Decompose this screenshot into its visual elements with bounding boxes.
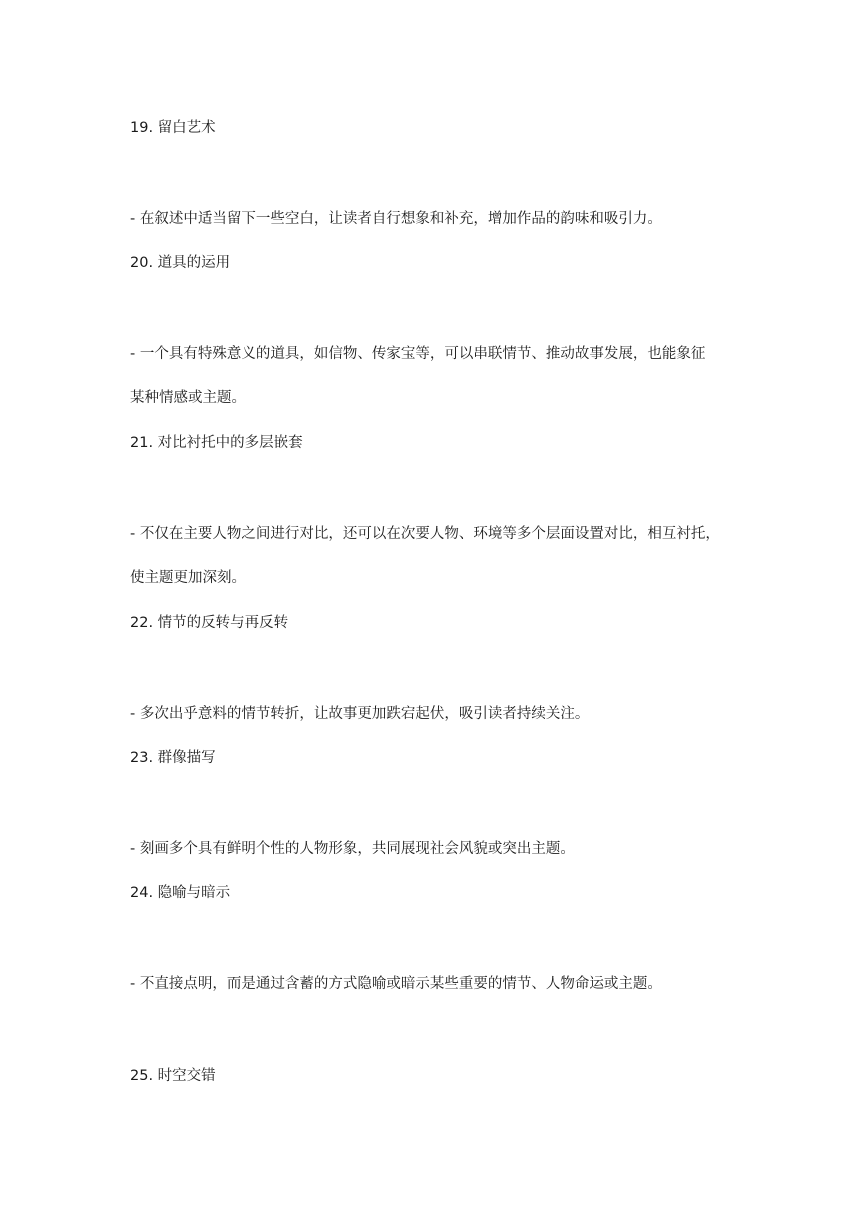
section-heading-23: 23. 群像描写 bbox=[130, 750, 216, 766]
section-body-20-line-2: 某种情感或主题。 bbox=[130, 390, 246, 406]
section-body-21-line-1: - 不仅在主要人物之间进行对比，还可以在次要人物、环境等多个层面设置对比，相互衬托， bbox=[130, 526, 720, 542]
section-body-20-line-1: - 一个具有特殊意义的道具，如信物、传家宝等，可以串联情节、推动故事发展，也能象征 bbox=[130, 346, 706, 362]
section-body-24-line-1: - 不直接点明，而是通过含蓄的方式隐喻或暗示某些重要的情节、人物命运或主题。 bbox=[130, 976, 662, 992]
section-heading-24: 24. 隐喻与暗示 bbox=[130, 885, 231, 901]
section-body-19-line-1: - 在叙述中适当留下一些空白，让读者自行想象和补充，增加作品的韵味和吸引力。 bbox=[130, 211, 662, 227]
section-heading-21: 21. 对比衬托中的多层嵌套 bbox=[130, 435, 303, 451]
section-heading-19: 19. 留白艺术 bbox=[130, 120, 216, 136]
section-body-22-line-1: - 多次出乎意料的情节转折，让故事更加跌宕起伏，吸引读者持续关注。 bbox=[130, 706, 590, 722]
section-heading-22: 22. 情节的反转与再反转 bbox=[130, 615, 289, 631]
section-body-23-line-1: - 刻画多个具有鲜明个性的人物形象，共同展现社会风貌或突出主题。 bbox=[130, 841, 575, 857]
section-body-21-line-2: 使主题更加深刻。 bbox=[130, 570, 246, 586]
section-heading-25: 25. 时空交错 bbox=[130, 1068, 216, 1084]
section-heading-20: 20. 道具的运用 bbox=[130, 255, 231, 271]
